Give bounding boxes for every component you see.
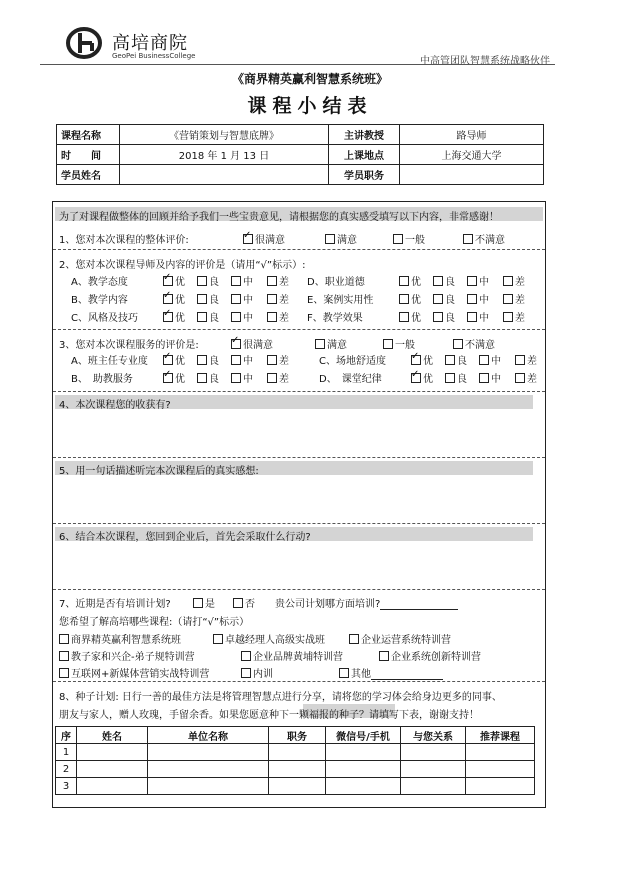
- q3-checkbox-satisfied[interactable]: [315, 339, 325, 349]
- place-value[interactable]: 上海交通大学: [400, 145, 544, 165]
- row-seq: 3: [56, 778, 77, 795]
- q2-left-grade-option[interactable]: ✓ 优: [163, 309, 185, 324]
- lecturer-value[interactable]: 路导师: [400, 125, 544, 145]
- q8-line1: 8、种子计划: 日行一善的最佳方法是将管理智慧点进行分享，请将您的学习体会给身边更多的同事、: [59, 692, 502, 703]
- q3-right-grade-checkbox[interactable]: [445, 355, 455, 365]
- time-value[interactable]: 2018 年 1 月 13 日: [120, 145, 329, 165]
- cell-relation[interactable]: [401, 778, 466, 795]
- q2-left-grade-option[interactable]: ✓ 优: [163, 291, 185, 306]
- q2-right-item-label: F、教学效果: [307, 313, 363, 324]
- q7-course-checkbox[interactable]: [349, 634, 359, 644]
- q3-right-grade-option[interactable]: 良: [445, 352, 467, 367]
- q7-course-option[interactable]: 企业品牌黄埔特训营: [241, 648, 343, 663]
- q3-right-grade-checkbox[interactable]: [515, 355, 525, 365]
- q2-right-grade-option[interactable]: 差: [503, 291, 525, 306]
- logo-mark-icon: [66, 27, 106, 59]
- q4-section[interactable]: [53, 392, 545, 458]
- q3-left-grade-checkbox[interactable]: [231, 373, 241, 383]
- q2-right-grade-checkbox[interactable]: [467, 312, 477, 322]
- cell-course[interactable]: [466, 744, 535, 761]
- time-label: 时 间: [57, 145, 120, 165]
- q2-left-grade-checkbox[interactable]: [231, 294, 241, 304]
- q3-left-grade-checkbox[interactable]: [267, 373, 277, 383]
- q2-left-grade-option[interactable]: 中: [231, 273, 253, 288]
- cell-course[interactable]: [466, 761, 535, 778]
- q3-right-item-label: D、 课堂纪律: [319, 374, 382, 385]
- cell-name[interactable]: [77, 778, 148, 795]
- q7-section: [53, 590, 545, 682]
- table-row: [56, 778, 535, 795]
- q2-left-grade-option[interactable]: 差: [267, 291, 289, 306]
- q7-option-no[interactable]: 否: [233, 595, 255, 610]
- q2-right-grade-checkbox[interactable]: [433, 312, 443, 322]
- lecturer-label: 主讲教授: [329, 125, 400, 145]
- q7-course-option[interactable]: 企业运营系统特训营: [349, 631, 451, 646]
- q3-right-item-label: C、场地舒适度: [319, 356, 386, 367]
- q2-left-grade-checkbox[interactable]: [267, 312, 277, 322]
- q1-checkbox-average[interactable]: [393, 234, 403, 244]
- cell-relation[interactable]: [401, 744, 466, 761]
- q8-line2: 朋友与家人，赠人玫瑰，手留余香。如果您愿意种下一颗福报的种子？请填写下表，谢谢支持！: [59, 710, 479, 721]
- q3-text: 3、您对本次课程服务的评价是:: [59, 340, 199, 351]
- cell-title[interactable]: [269, 744, 326, 761]
- q2-right-grade-option[interactable]: 差: [503, 309, 525, 324]
- q2-left-grade-option[interactable]: 中: [231, 309, 253, 324]
- q3-right-grade-checkbox[interactable]: [479, 373, 489, 383]
- student-position-field[interactable]: [400, 165, 544, 185]
- q7-course-checkbox[interactable]: [213, 634, 223, 644]
- course-name-value[interactable]: 《营销策划与智慧底牌》: [120, 125, 329, 145]
- q3-right-grade-option[interactable]: 差: [515, 370, 537, 385]
- q5-section[interactable]: [53, 458, 545, 524]
- q7-course-option[interactable]: 商界精英赢利智慧系统班: [59, 631, 181, 646]
- cell-title[interactable]: [269, 761, 326, 778]
- q1-checkbox-satisfied[interactable]: [325, 234, 335, 244]
- q1-text: 1、您对本次课程的整体评价:: [59, 235, 189, 246]
- q2-right-grade-option[interactable]: 优: [399, 309, 421, 324]
- cell-company[interactable]: [148, 761, 269, 778]
- q2-left-grade-checkbox[interactable]: [163, 294, 173, 304]
- q1-option-satisfied[interactable]: 满意: [325, 231, 357, 246]
- q2-left-grade-checkbox[interactable]: [231, 276, 241, 286]
- q2-left-grade-checkbox[interactable]: [267, 276, 277, 286]
- q3-checkbox-unsatisfied[interactable]: [453, 339, 463, 349]
- q7-course-option[interactable]: 内训: [241, 665, 273, 680]
- header-company: 单位名称: [148, 727, 269, 744]
- row-seq: 1: [56, 744, 77, 761]
- q3-left-grade-checkbox[interactable]: [163, 355, 173, 365]
- q7-course-checkbox[interactable]: [59, 651, 69, 661]
- cell-wechat[interactable]: [326, 778, 401, 795]
- q7-course-option[interactable]: 卓越经理人高级实战班: [213, 631, 325, 646]
- q6-text: 6、结合本次课程，您回到企业后，首先会采取什么行动?: [59, 532, 311, 543]
- q2-right-grade-option[interactable]: 差: [503, 273, 525, 288]
- q2-right-grade-checkbox[interactable]: [399, 294, 409, 304]
- q3-right-grade-checkbox[interactable]: [411, 373, 421, 383]
- logo-text: 高培商院: [112, 33, 188, 54]
- cell-course[interactable]: [466, 778, 535, 795]
- q3-section: [53, 330, 545, 392]
- q3-left-grade-option[interactable]: 良: [197, 352, 219, 367]
- q3-left-grade-option[interactable]: 中: [231, 370, 253, 385]
- table-row: [56, 761, 535, 778]
- q3-left-grade-option[interactable]: 差: [267, 370, 289, 385]
- referral-table: [55, 726, 535, 795]
- q7-course-checkbox[interactable]: [59, 634, 69, 644]
- header-name: 姓名: [77, 727, 148, 744]
- q7-course-checkbox[interactable]: [339, 668, 349, 678]
- q2-right-grade-option[interactable]: 良: [433, 309, 455, 324]
- q3-left-grade-checkbox[interactable]: [197, 373, 207, 383]
- q7-course-option[interactable]: 其他: [339, 665, 443, 680]
- q2-right-grade-checkbox[interactable]: [503, 276, 513, 286]
- q3-checkbox-average[interactable]: [383, 339, 393, 349]
- q5-text: 5、用一句话描述听完本次课程后的真实感想:: [59, 466, 259, 477]
- q7-course-checkbox[interactable]: [379, 651, 389, 661]
- q3-right-grade-option[interactable]: 中: [479, 352, 501, 367]
- q7-text: 7、近期是否有培训计划?: [59, 599, 171, 610]
- q3-left-grade-checkbox[interactable]: [197, 355, 207, 365]
- q3-right-grade-option[interactable]: 差: [515, 352, 537, 367]
- q7-course-checkbox[interactable]: [241, 668, 251, 678]
- q3-option-very-satisfied[interactable]: ✓ 很满意: [231, 336, 273, 351]
- q2-left-grade-checkbox[interactable]: [197, 276, 207, 286]
- table-row: [56, 744, 535, 761]
- q3-left-item-label: B、 助教服务: [71, 374, 133, 385]
- referral-header-row: [56, 727, 535, 744]
- q3-right-grade-checkbox[interactable]: [445, 373, 455, 383]
- q2-text: 2、您对本次课程导师及内容的评价是（请用“√”标示）:: [59, 260, 306, 271]
- q7-option-yes[interactable]: 是: [193, 595, 215, 610]
- q1-option-unsatisfied[interactable]: 不满意: [463, 231, 505, 246]
- q2-left-grade-checkbox[interactable]: [163, 276, 173, 286]
- q7-training-question: 贵公司计划哪方面培训?: [275, 595, 458, 610]
- cell-relation[interactable]: [401, 761, 466, 778]
- q3-left-grade-option[interactable]: ✓ 优: [163, 352, 185, 367]
- header-divider: [40, 64, 555, 65]
- cell-company[interactable]: [148, 744, 269, 761]
- logo-subtitle: GeoPei BusinessCollege: [112, 52, 196, 60]
- q1-checkbox-very-satisfied[interactable]: [243, 234, 253, 244]
- q3-option-unsatisfied[interactable]: 不满意: [453, 336, 495, 351]
- cell-wechat[interactable]: [326, 744, 401, 761]
- q2-right-grade-option[interactable]: 中: [467, 273, 489, 288]
- q3-option-average[interactable]: 一般: [383, 336, 415, 351]
- q2-right-grade-option[interactable]: 良: [433, 273, 455, 288]
- q3-left-item-label: A、班主任专业度: [71, 356, 148, 367]
- q2-right-grade-checkbox[interactable]: [399, 312, 409, 322]
- q2-right-grade-option[interactable]: 中: [467, 309, 489, 324]
- q2-right-grade-option[interactable]: 良: [433, 291, 455, 306]
- q7-course-option[interactable]: 企业系统创新特训营: [379, 648, 481, 663]
- q1-option-very-satisfied[interactable]: ✓ 很满意: [243, 231, 285, 246]
- q7-course-option[interactable]: 教子家和兴企-弟子规特训营: [59, 648, 195, 663]
- student-name-label: 学员姓名: [57, 165, 120, 185]
- q3-right-grade-checkbox[interactable]: [515, 373, 525, 383]
- q7-course-option[interactable]: 互联网+新媒体营销实战特训营: [59, 665, 209, 680]
- q2-left-grade-option[interactable]: 良: [197, 309, 219, 324]
- q7-checkbox-yes[interactable]: [193, 598, 203, 608]
- q2-left-item-label: C、风格及技巧: [71, 313, 138, 324]
- q3-right-grade-checkbox[interactable]: [411, 355, 421, 365]
- q3-left-grade-option[interactable]: ✓ 优: [163, 370, 185, 385]
- q3-right-grade-option[interactable]: 良: [445, 370, 467, 385]
- q2-right-grade-checkbox[interactable]: [467, 294, 477, 304]
- header-course: 推荐课程: [466, 727, 535, 744]
- q1-section: [53, 222, 545, 250]
- q2-left-grade-checkbox[interactable]: [197, 294, 207, 304]
- q3-left-grade-option[interactable]: 中: [231, 352, 253, 367]
- q7-training-blank[interactable]: [380, 599, 458, 610]
- course-name-label: 课程名称: [57, 125, 120, 145]
- q2-right-grade-option[interactable]: 优: [399, 291, 421, 306]
- q1-option-average[interactable]: 一般: [393, 231, 425, 246]
- header-wechat: 微信号/手机: [326, 727, 401, 744]
- cell-company[interactable]: [148, 778, 269, 795]
- student-position-label: 学员职务: [329, 165, 400, 185]
- q3-left-grade-checkbox[interactable]: [163, 373, 173, 383]
- student-name-field[interactable]: [120, 165, 329, 185]
- q2-right-grade-checkbox[interactable]: [467, 276, 477, 286]
- q2-left-grade-checkbox[interactable]: [267, 294, 277, 304]
- cell-title[interactable]: [269, 778, 326, 795]
- survey-intro: 为了对课程做整体的回顾并给予我们一些宝贵意见，请根据您的真实感受填写以下内容，非常感谢！: [59, 212, 499, 223]
- q3-left-grade-option[interactable]: 良: [197, 370, 219, 385]
- q1-checkbox-unsatisfied[interactable]: [463, 234, 473, 244]
- q2-right-grade-option[interactable]: 中: [467, 291, 489, 306]
- series-title: 《商界精英赢利智慧系统班》: [231, 72, 388, 86]
- cell-name[interactable]: [77, 744, 148, 761]
- q2-right-grade-checkbox[interactable]: [433, 276, 443, 286]
- q2-left-grade-option[interactable]: 差: [267, 309, 289, 324]
- q7-course-checkbox[interactable]: [59, 668, 69, 678]
- q4-text: 4、本次课程您的收获有?: [59, 400, 171, 411]
- place-label: 上课地点: [329, 145, 400, 165]
- q2-left-grade-option[interactable]: 差: [267, 273, 289, 288]
- q2-left-grade-option[interactable]: 中: [231, 291, 253, 306]
- cell-name[interactable]: [77, 761, 148, 778]
- q6-section[interactable]: [53, 524, 545, 590]
- q2-left-grade-option[interactable]: ✓ 优: [163, 273, 185, 288]
- q2-section: [53, 250, 545, 330]
- q2-left-grade-option[interactable]: 良: [197, 273, 219, 288]
- q2-left-item-label: A、教学态度: [71, 277, 128, 288]
- cell-wechat[interactable]: [326, 761, 401, 778]
- q2-right-item-label: D、职业道德: [307, 277, 365, 288]
- course-info-table: [56, 124, 544, 185]
- q3-right-grade-option[interactable]: ✓ 优: [411, 352, 433, 367]
- header-relation: 与您关系: [401, 727, 466, 744]
- q7-checkbox-no[interactable]: [233, 598, 243, 608]
- header-title: 职务: [269, 727, 326, 744]
- q2-right-grade-checkbox[interactable]: [503, 294, 513, 304]
- row-seq: 2: [56, 761, 77, 778]
- q3-left-grade-checkbox[interactable]: [267, 355, 277, 365]
- q2-left-grade-checkbox[interactable]: [231, 312, 241, 322]
- q3-right-grade-checkbox[interactable]: [479, 355, 489, 365]
- q7-other-blank[interactable]: [371, 669, 443, 680]
- survey-form: [52, 201, 546, 808]
- q2-right-grade-checkbox[interactable]: [433, 294, 443, 304]
- q3-right-grade-option[interactable]: ✓ 优: [411, 370, 433, 385]
- q3-left-grade-option[interactable]: 差: [267, 352, 289, 367]
- q3-left-grade-checkbox[interactable]: [231, 355, 241, 365]
- q2-left-grade-option[interactable]: 良: [197, 291, 219, 306]
- header-seq: 序: [56, 727, 77, 744]
- q2-right-grade-checkbox[interactable]: [503, 312, 513, 322]
- q2-right-item-label: E、案例实用性: [307, 295, 374, 306]
- q3-checkbox-very-satisfied[interactable]: [231, 339, 241, 349]
- page-title: 课程小结表: [247, 95, 373, 117]
- q2-right-grade-checkbox[interactable]: [399, 276, 409, 286]
- q2-left-item-label: B、教学内容: [71, 295, 128, 306]
- q2-right-grade-option[interactable]: 优: [399, 273, 421, 288]
- q3-right-grade-option[interactable]: 中: [479, 370, 501, 385]
- q2-left-grade-checkbox[interactable]: [197, 312, 207, 322]
- q7-course-checkbox[interactable]: [241, 651, 251, 661]
- q7-hope-text: 您希望了解高培哪些课程:（请打“√”标示）: [59, 617, 250, 628]
- q2-left-grade-checkbox[interactable]: [163, 312, 173, 322]
- q3-option-satisfied[interactable]: 满意: [315, 336, 347, 351]
- slogan: 中高管团队智慧系统战略伙伴: [420, 56, 550, 67]
